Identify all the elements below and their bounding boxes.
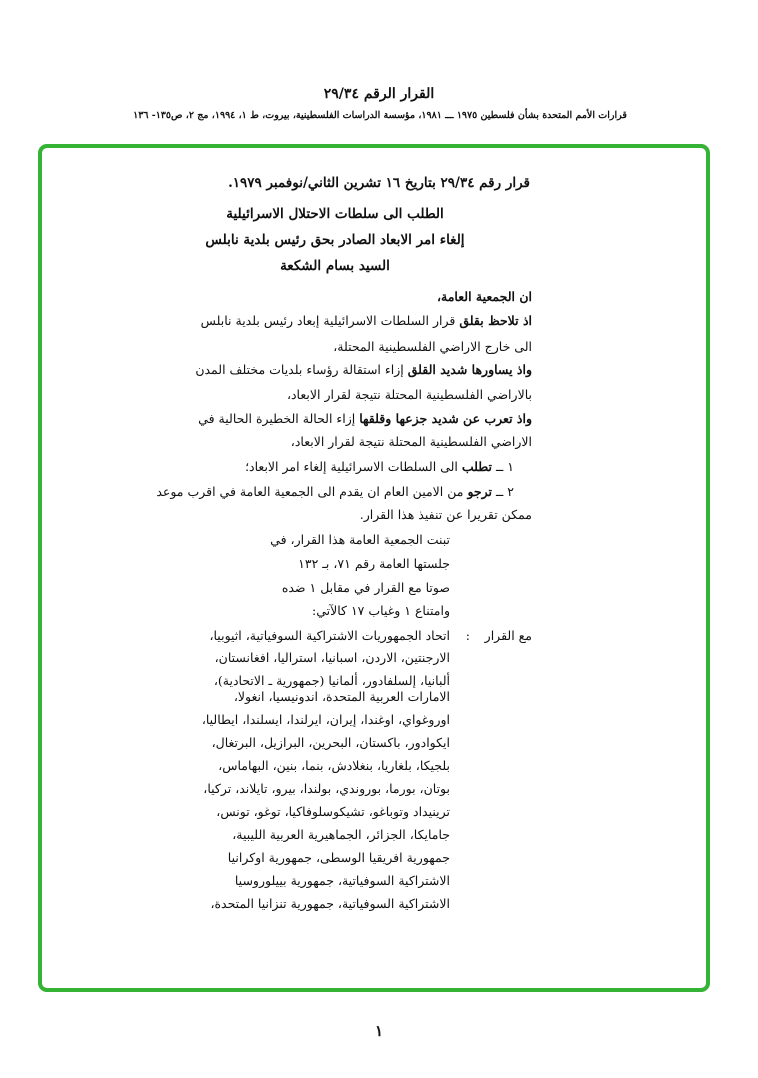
resolution-title: قرار رقم ٢٩/٣٤ بتاريخ ١٦ تشرين الثاني/نوفمبر ١٩٧٩. [228, 175, 530, 191]
vote-block [201, 628, 532, 928]
operative-para-2-lead: ترجو [467, 484, 492, 499]
preamble-para-3-cont: الاراضي الفلسطينية المحتلة نتيجة لقرار الابعاد، [290, 434, 532, 449]
resolution-heading-line-1: الطلب الى سلطات الاحتلال الاسرائيلية [226, 206, 444, 222]
preamble-para-3-lead: واذ تعرب عن شديد جزعها وقلقها [359, 411, 532, 426]
preamble-para-3-text: إزاء الحالة الخطيرة الحالية في [198, 411, 360, 426]
vote-country-line-3: ألبانيا، إلسلفادور، ألمانيا (جمهورية ـ الاتحادية)، [213, 673, 450, 688]
vote-country-line-11: جمهورية افريقيا الوسطى، جمهورية اوكرانيا [227, 850, 450, 865]
operative-para-1-text: الى السلطات الاسرائيلية إلغاء امر الابعاد؛ [245, 459, 462, 474]
vote-country-line-1: اتحاد الجمهوريات الاشتراكية السوفياتية، اثيوبيا، [209, 628, 450, 643]
document-source-citation: قرارات الأمم المتحدة بشأن فلسطين ١٩٧٥ ـــ ١٩٨١، مؤسسة الدراسات الفلسطينية، بيروت، ط ١، ١٩٩٤، مج ٢، ص١٣٥- ١٣٦ [133, 110, 627, 121]
preamble-para-2-text: إزاء استقالة رؤساء بلديات مختلف المدن [195, 362, 408, 377]
preamble-para-2-lead: واذ يساورها شديد القلق [407, 362, 532, 377]
preamble-para-1 [201, 313, 532, 328]
preamble-para-1-text: قرار السلطات الاسرائيلية إبعاد رئيس بلدية نابلس [200, 313, 460, 328]
vote-country-line-8: بوتان، بورما، بوروندي، بولندا، بيرو، تايلاند، تركيا، [203, 781, 450, 796]
vote-country-line-6: ايكوادور، باكستان، البحرين، البرازيل، البرتغال، [211, 735, 450, 750]
page-number: ١ [374, 1022, 384, 1040]
resolution-heading-line-2: إلغاء امر الابعاد الصادر بحق رئيس بلدية نابلس [205, 232, 465, 248]
operative-para-2-number: ٢ ــ [492, 484, 514, 499]
vote-country-line-7: بلجيكا، بلغاريا، بنغلادش، بنما، بنين، البهاماس، [218, 758, 450, 773]
preamble-para-1-cont: الى خارج الاراضي الفلسطينية المحتلة، [333, 339, 532, 354]
preamble-para-2 [195, 362, 532, 377]
resolution-heading-line-3: السيد بسام الشكعة [280, 258, 390, 274]
vote-country-line-5: اوروغواي، اوغندا، إيران، ايرلندا، ايسلندا، ايطاليا، [201, 712, 450, 727]
vote-country-line-10: جامايكا، الجزائر، الجماهيرية العربية الليبية، [232, 827, 450, 842]
vote-country-line-4: الامارات العربية المتحدة، اندونيسيا، انغولا، [233, 689, 450, 704]
adoption-line-3: صوتا مع القرار في مقابل ١ ضده [281, 580, 450, 595]
vote-label: مع القرار [484, 628, 532, 643]
preamble-para-2-cont: بالاراضي الفلسطينية المحتلة نتيجة لقرار الابعاد، [286, 387, 532, 402]
vote-country-line-13: الاشتراكية السوفياتية، جمهورية تنزانيا المتحدة، [210, 896, 450, 911]
operative-para-1-lead: تطلب [461, 459, 492, 474]
adoption-line-4: وامتناع ١ وغياب ١٧ كالآتي: [311, 603, 450, 618]
vote-colon: : [465, 628, 470, 643]
preamble-para-3 [198, 411, 532, 426]
operative-para-1-number: ١ ــ [492, 459, 514, 474]
operative-para-2-text: من الامين العام ان يقدم الى الجمعية العامة في اقرب موعد [156, 484, 468, 499]
adoption-line-1: تبنت الجمعية العامة هذا القرار، في [270, 532, 450, 547]
adoption-line-2: جلستها العامة رقم ٧١، بـ ١٣٢ [298, 556, 450, 571]
vote-country-line-2: الارجنتين، الاردن، اسبانيا، استراليا، افغانستان، [214, 650, 450, 665]
assembly-line: ان الجمعية العامة، [437, 289, 532, 304]
document-header-title: القرار الرقم ٢٩/٣٤ [323, 86, 435, 102]
operative-para-2 [156, 484, 514, 499]
vote-country-line-12: الاشتراكية السوفياتية، جمهورية بييلوروسيا [234, 873, 450, 888]
vote-country-line-9: ترينيداد وتوباغو، تشيكوسلوفاكيا، توغو، تونس، [216, 804, 450, 819]
operative-para-1 [245, 459, 514, 474]
preamble-para-1-lead: اذ تلاحظ بقلق [459, 313, 532, 328]
operative-para-2-cont: ممكن تقريرا عن تنفيذ هذا القرار. [359, 507, 532, 522]
